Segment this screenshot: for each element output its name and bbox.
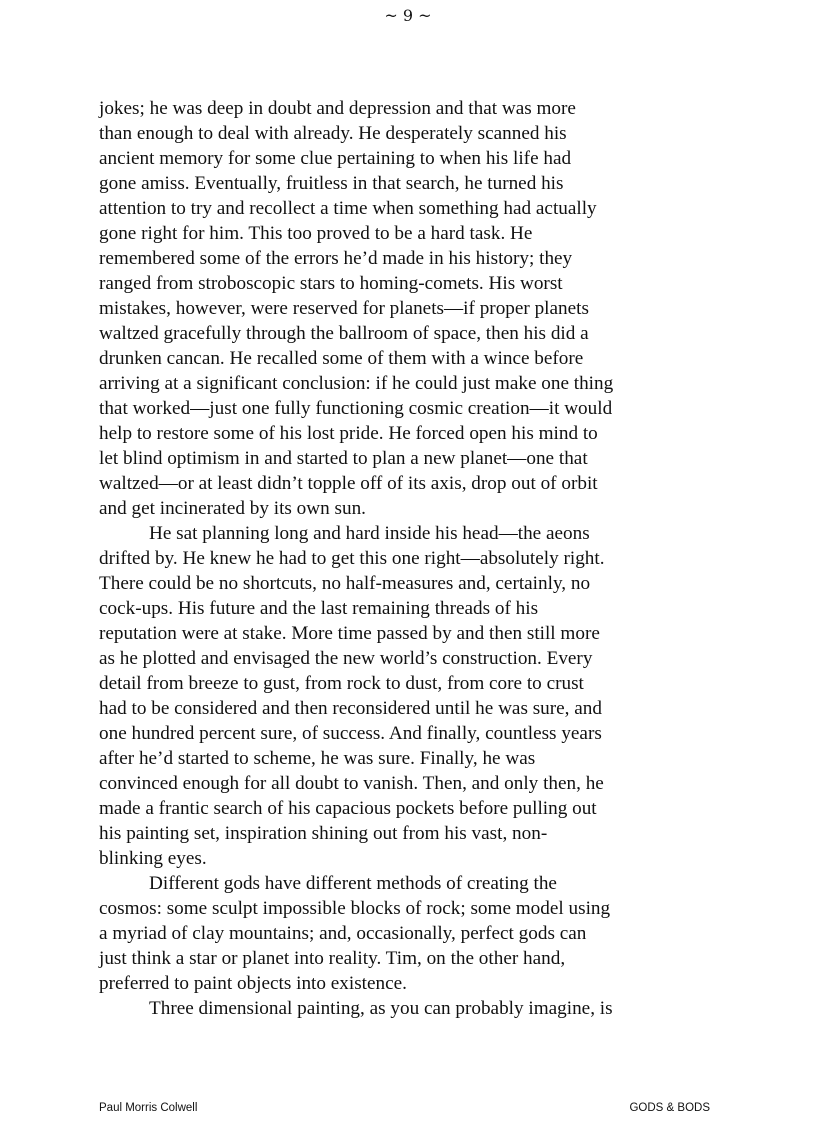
text-line: one hundred percent sure, of success. And finally, countless years	[99, 723, 602, 744]
text-line: his painting set, inspiration shining out from his vast, non-	[99, 823, 548, 844]
text-line: ranged from stroboscopic stars to homing-comets. His worst	[99, 273, 563, 294]
text-line: There could be no shortcuts, no half-measures and, certainly, no	[99, 573, 591, 594]
text-line: had to be considered and then reconsidered until he was sure, and	[99, 698, 602, 719]
text-line: blinking eyes.	[99, 848, 207, 869]
text-line: and get incinerated by its own sun.	[99, 498, 366, 519]
text-line: Three dimensional painting, as you can probably imagine, is	[149, 998, 613, 1019]
footer-book-title: GODS & BODS	[629, 1102, 710, 1114]
text-line: cock-ups. His future and the last remaining threads of his	[99, 598, 539, 619]
text-line: convinced enough for all doubt to vanish. Then, and only then, he	[99, 773, 604, 794]
text-line: ancient memory for some clue pertaining to when his life had	[99, 148, 572, 169]
page-number: ~ 9 ~	[384, 6, 432, 25]
text-line: a myriad of clay mountains; and, occasionally, perfect gods can	[99, 923, 587, 944]
text-line: drunken cancan. He recalled some of them with a wince before	[99, 348, 584, 369]
text-line: help to restore some of his lost pride. He forced open his mind to	[99, 423, 598, 444]
text-line: reputation were at stake. More time passed by and then still more	[99, 623, 600, 644]
text-line: than enough to deal with already. He desperately scanned his	[99, 123, 567, 144]
text-line: remembered some of the errors he’d made in his history; they	[99, 248, 573, 269]
text-line: just think a star or planet into reality. Tim, on the other hand,	[99, 948, 566, 969]
text-line: that worked—just one fully functioning cosmic creation—it would	[99, 398, 613, 419]
text-line: preferred to paint objects into existence.	[99, 973, 407, 994]
text-line: detail from breeze to gust, from rock to dust, from core to crust	[99, 673, 584, 694]
text-line: He sat planning long and hard inside his head—the aeons	[149, 523, 590, 544]
text-line: as he plotted and envisaged the new world’s construction. Every	[99, 648, 593, 669]
text-line: gone amiss. Eventually, fruitless in that search, he turned his	[99, 173, 564, 194]
text-line: let blind optimism in and started to plan a new planet—one that	[99, 448, 588, 469]
text-line: drifted by. He knew he had to get this one right—absolutely right.	[99, 548, 605, 569]
text-line: made a frantic search of his capacious pockets before pulling out	[99, 798, 597, 819]
text-line: arriving at a significant conclusion: if he could just make one thing	[99, 373, 614, 394]
text-line: mistakes, however, were reserved for planets—if proper planets	[99, 298, 589, 319]
text-line: attention to try and recollect a time when something had actually	[99, 198, 597, 219]
text-line: Different gods have different methods of creating the	[149, 873, 557, 894]
text-line: after he’d started to scheme, he was sure. Finally, he was	[99, 748, 536, 769]
text-line: waltzed—or at least didn’t topple off of its axis, drop out of orbit	[99, 473, 598, 494]
text-line: cosmos: some sculpt impossible blocks of rock; some model using	[99, 898, 611, 919]
text-line: gone right for him. This too proved to be a hard task. He	[99, 223, 533, 244]
text-line: jokes; he was deep in doubt and depression and that was more	[99, 98, 576, 119]
footer-author: Paul Morris Colwell	[99, 1102, 198, 1114]
body-text	[99, 96, 723, 1021]
text-line: waltzed gracefully through the ballroom of space, then his did a	[99, 323, 589, 344]
